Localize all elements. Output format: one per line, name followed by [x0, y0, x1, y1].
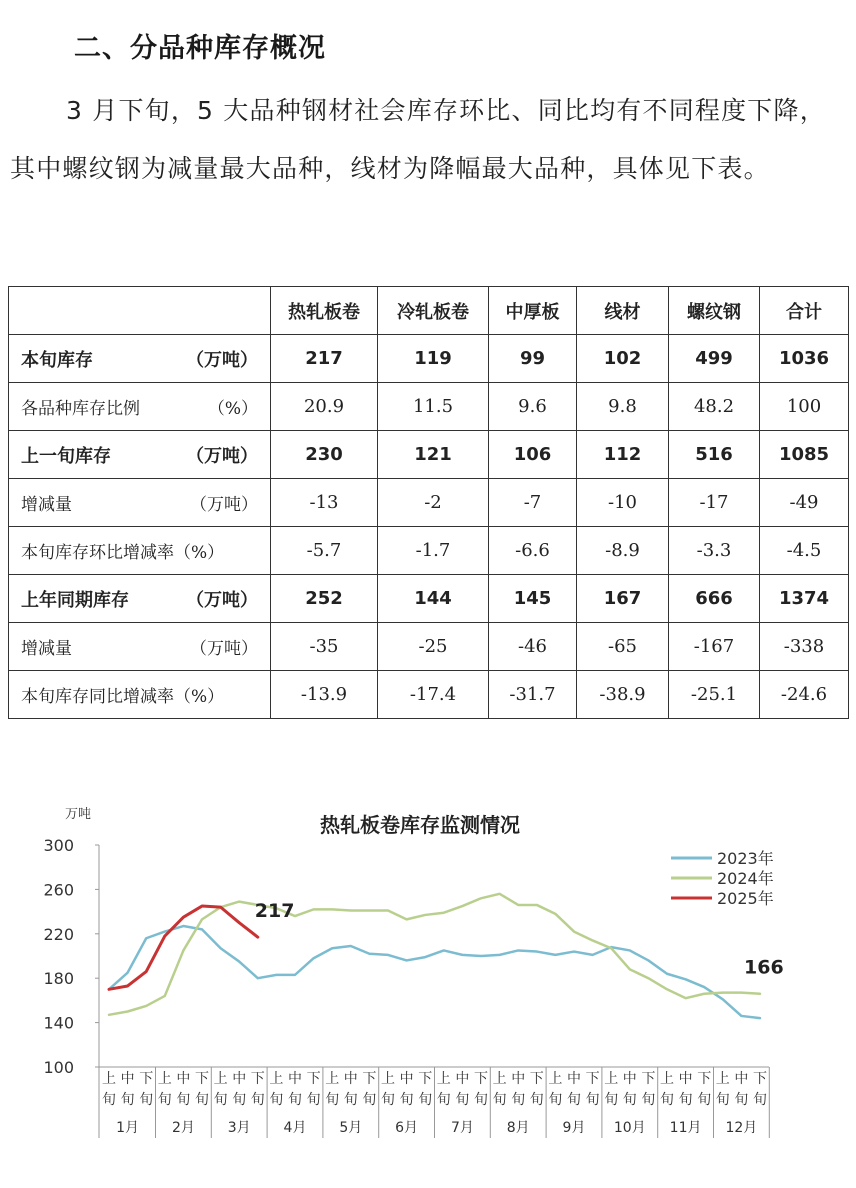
table-cell: 516: [669, 431, 760, 479]
table-cell: -4.5: [760, 527, 849, 575]
table-cell: 1036: [760, 335, 849, 383]
table-cell: 20.9: [271, 383, 378, 431]
table-header-cell: 热轧板卷: [271, 287, 378, 335]
table-cell: 1374: [760, 575, 849, 623]
table-cell: 100: [760, 383, 849, 431]
table-cell: -2: [378, 479, 489, 527]
table-cell: -1.7: [378, 527, 489, 575]
x-tick-label-top: 下: [139, 1071, 154, 1087]
hot-rolled-coil-chart: [0, 780, 856, 1180]
legend-label: 2023年: [717, 849, 774, 868]
table-header-cell: 合计: [760, 287, 849, 335]
x-tick-label-bottom: 旬: [715, 1092, 730, 1108]
x-tick-label-top: 下: [753, 1071, 767, 1087]
x-tick-label-top: 下: [418, 1071, 433, 1087]
x-tick-label-bottom: 旬: [492, 1092, 507, 1108]
row-unit: （万吨）: [186, 349, 258, 371]
month-label: 5月: [339, 1120, 363, 1136]
table-cell: -25: [378, 623, 489, 671]
data-label: 166: [744, 956, 784, 979]
table-cell: -49: [760, 479, 849, 527]
x-tick-label-bottom: 旬: [139, 1092, 154, 1108]
table-cell: -8.9: [577, 527, 669, 575]
x-tick-label-top: 上: [548, 1071, 563, 1087]
x-tick-label-bottom: 旬: [660, 1092, 674, 1108]
month-label: 10月: [613, 1120, 646, 1136]
x-tick-label-top: 上: [436, 1071, 451, 1087]
x-tick-label-bottom: 旬: [734, 1092, 749, 1108]
table-row: [9, 623, 849, 671]
row-unit: （万吨）: [190, 495, 258, 515]
table-cell: -38.9: [577, 671, 669, 719]
x-tick-label-bottom: 旬: [418, 1092, 433, 1108]
y-axis-label: 万吨: [64, 807, 92, 822]
x-tick-label-bottom: 旬: [157, 1092, 172, 1108]
x-tick-label-bottom: 旬: [697, 1092, 712, 1108]
month-label: 1月: [116, 1120, 140, 1136]
table-header-cell: 冷轧板卷: [378, 287, 489, 335]
table-cell: 48.2: [669, 383, 760, 431]
x-tick-label-top: 中: [455, 1071, 470, 1087]
x-tick-label-top: 中: [176, 1071, 191, 1087]
row-label-text: 各品种库存比例: [21, 399, 140, 419]
table-cell: 252: [271, 575, 378, 623]
x-tick-label-top: 上: [604, 1071, 619, 1087]
row-label-text: 增减量: [21, 639, 72, 659]
table-row: [9, 479, 849, 527]
x-tick-label-top: 上: [492, 1071, 507, 1087]
legend-label: 2025年: [717, 889, 774, 908]
x-tick-label-bottom: 旬: [343, 1092, 358, 1108]
data-label: 217: [254, 900, 295, 923]
x-tick-label-bottom: 旬: [362, 1092, 377, 1108]
month-label: 7月: [450, 1120, 474, 1136]
x-tick-label-bottom: 旬: [585, 1092, 600, 1108]
x-tick-label-top: 上: [269, 1071, 284, 1087]
table-cell: 1085: [760, 431, 849, 479]
x-tick-label-top: 下: [250, 1071, 265, 1087]
x-tick-label-top: 下: [362, 1071, 377, 1087]
x-tick-label-bottom: 旬: [511, 1092, 526, 1108]
table-header-cell: 中厚板: [489, 287, 577, 335]
table-cell: 9.6: [489, 383, 577, 431]
x-tick-label-bottom: 旬: [381, 1092, 395, 1108]
table-cell: 9.8: [577, 383, 669, 431]
row-label-text: 上年同期库存: [21, 589, 129, 611]
y-tick-label: 140: [43, 1013, 74, 1033]
table-cell: -17.4: [378, 671, 489, 719]
x-tick-label-top: 上: [325, 1071, 340, 1087]
table-cell: 499: [669, 335, 760, 383]
table-cell: -46: [489, 623, 577, 671]
x-tick-label-top: 上: [157, 1071, 172, 1087]
table-cell: 167: [577, 575, 669, 623]
table-cell: -35: [271, 623, 378, 671]
x-tick-label-bottom: 旬: [325, 1092, 340, 1108]
table-row: [9, 383, 849, 431]
x-tick-label-top: 上: [102, 1071, 116, 1087]
series-line-2025: [109, 906, 258, 989]
x-tick-label-top: 中: [734, 1071, 749, 1087]
month-label: 9月: [562, 1120, 586, 1136]
table-cell: 230: [271, 431, 378, 479]
row-label-text: 本旬库存: [21, 349, 93, 371]
series-line-2023: [109, 926, 760, 1018]
x-tick-label-bottom: 旬: [474, 1092, 488, 1108]
x-tick-label-bottom: 旬: [529, 1092, 544, 1108]
table-cell: 144: [378, 575, 489, 623]
row-label: [9, 623, 271, 671]
x-tick-label-top: 上: [660, 1071, 674, 1087]
row-label: [9, 479, 271, 527]
table-cell: -25.1: [669, 671, 760, 719]
month-label: 12月: [725, 1120, 758, 1136]
table-row: [9, 431, 849, 479]
month-label: 8月: [506, 1120, 530, 1136]
table-cell: -65: [577, 623, 669, 671]
table-cell: -17: [669, 479, 760, 527]
x-tick-label-top: 下: [585, 1071, 600, 1087]
row-label: [9, 383, 271, 431]
table-cell: -5.7: [271, 527, 378, 575]
x-tick-label-top: 中: [511, 1071, 526, 1087]
x-tick-label-top: 中: [622, 1071, 637, 1087]
row-label-text: 上一旬库存: [21, 445, 111, 467]
x-tick-label-top: 下: [641, 1071, 656, 1087]
y-tick-label: 100: [43, 1058, 74, 1077]
table-header-row: [9, 287, 849, 335]
table-row: [9, 671, 849, 719]
table-cell: 119: [378, 335, 489, 383]
x-tick-label-bottom: 旬: [678, 1092, 693, 1108]
row-unit: （%）: [207, 399, 258, 419]
chart-title: 热轧板卷库存监测情况: [320, 813, 520, 837]
table-cell: 121: [378, 431, 489, 479]
table-cell: -13.9: [271, 671, 378, 719]
table-cell: 145: [489, 575, 577, 623]
month-label: 4月: [283, 1120, 307, 1136]
section-heading: 二、分品种库存概况: [74, 33, 326, 64]
x-tick-label-top: 下: [195, 1071, 209, 1087]
row-unit: （万吨）: [190, 639, 258, 659]
month-label: 3月: [227, 1120, 251, 1136]
row-unit: （万吨）: [186, 445, 258, 467]
x-tick-label-top: 下: [529, 1071, 544, 1087]
row-label: [9, 335, 271, 383]
table-row: [9, 527, 849, 575]
table-cell: -167: [669, 623, 760, 671]
x-tick-label-bottom: 旬: [753, 1092, 767, 1108]
table-header-corner: [9, 287, 271, 335]
x-tick-label-top: 上: [381, 1071, 395, 1087]
x-tick-label-bottom: 旬: [567, 1092, 581, 1108]
table-cell: -7: [489, 479, 577, 527]
x-tick-label-bottom: 旬: [288, 1092, 302, 1108]
table-cell: -31.7: [489, 671, 577, 719]
month-label: 11月: [669, 1120, 702, 1136]
table-cell: -10: [577, 479, 669, 527]
table-header-cell: 螺纹钢: [669, 287, 760, 335]
table-header-cell: 线材: [577, 287, 669, 335]
table-cell: 102: [577, 335, 669, 383]
table-cell: -24.6: [760, 671, 849, 719]
y-tick-label: 300: [43, 836, 74, 855]
table-cell: 112: [577, 431, 669, 479]
x-tick-label-bottom: 旬: [548, 1092, 563, 1108]
table-cell: 106: [489, 431, 577, 479]
x-tick-label-top: 中: [343, 1071, 358, 1087]
x-tick-label-top: 下: [697, 1071, 712, 1087]
x-tick-label-bottom: 旬: [102, 1092, 116, 1108]
table-cell: 666: [669, 575, 760, 623]
x-tick-label-bottom: 旬: [250, 1092, 265, 1108]
x-tick-label-top: 中: [232, 1071, 247, 1087]
x-tick-label-bottom: 旬: [604, 1092, 619, 1108]
x-tick-label-bottom: 旬: [641, 1092, 656, 1108]
x-tick-label-top: 下: [306, 1071, 321, 1087]
x-tick-label-bottom: 旬: [436, 1092, 451, 1108]
row-label-text: 本旬库存同比增减率（%）: [21, 687, 225, 707]
x-tick-label-top: 中: [120, 1071, 135, 1087]
x-tick-label-top: 中: [567, 1071, 581, 1087]
table-cell: -3.3: [669, 527, 760, 575]
x-tick-label-top: 上: [213, 1071, 228, 1087]
x-tick-label-top: 中: [399, 1071, 414, 1087]
y-tick-label: 260: [43, 880, 74, 900]
x-tick-label-bottom: 旬: [195, 1092, 209, 1108]
x-tick-label-bottom: 旬: [176, 1092, 191, 1108]
row-label-text: 本旬库存环比增减率（%）: [21, 543, 225, 563]
x-tick-label-top: 中: [288, 1071, 302, 1087]
table-cell: -13: [271, 479, 378, 527]
row-label: [9, 431, 271, 479]
table-cell: -338: [760, 623, 849, 671]
y-tick-label: 180: [43, 969, 74, 989]
inventory-table: [8, 286, 849, 719]
row-label-text: 增减量: [21, 495, 72, 515]
x-tick-label-bottom: 旬: [399, 1092, 414, 1108]
x-tick-label-bottom: 旬: [232, 1092, 247, 1108]
x-tick-label-top: 中: [678, 1071, 693, 1087]
row-label: [9, 671, 271, 719]
table-cell: 217: [271, 335, 378, 383]
legend-label: 2024年: [717, 869, 774, 888]
row-unit: （万吨）: [186, 589, 258, 611]
x-tick-label-bottom: 旬: [622, 1092, 637, 1108]
month-label: 6月: [395, 1120, 419, 1136]
table-row: [9, 575, 849, 623]
intro-paragraph-text: 3 月下旬，5 大品种钢材社会库存环比、同比均有不同程度下降，其中螺纹钢为减量最大品种，线材为降幅最大品种，具体见下表。: [10, 96, 826, 183]
table-row: [9, 335, 849, 383]
x-tick-label-bottom: 旬: [213, 1092, 228, 1108]
x-tick-label-bottom: 旬: [306, 1092, 321, 1108]
table-cell: 99: [489, 335, 577, 383]
month-label: 2月: [171, 1120, 195, 1136]
x-tick-label-bottom: 旬: [120, 1092, 135, 1108]
intro-paragraph: [10, 82, 840, 198]
row-label: [9, 575, 271, 623]
y-tick-label: 220: [43, 924, 74, 944]
x-tick-label-bottom: 旬: [455, 1092, 470, 1108]
x-tick-label-bottom: 旬: [269, 1092, 284, 1108]
row-label: [9, 527, 271, 575]
x-tick-label-top: 上: [715, 1071, 730, 1087]
table-cell: -6.6: [489, 527, 577, 575]
x-tick-label-top: 下: [474, 1071, 488, 1087]
table-cell: 11.5: [378, 383, 489, 431]
